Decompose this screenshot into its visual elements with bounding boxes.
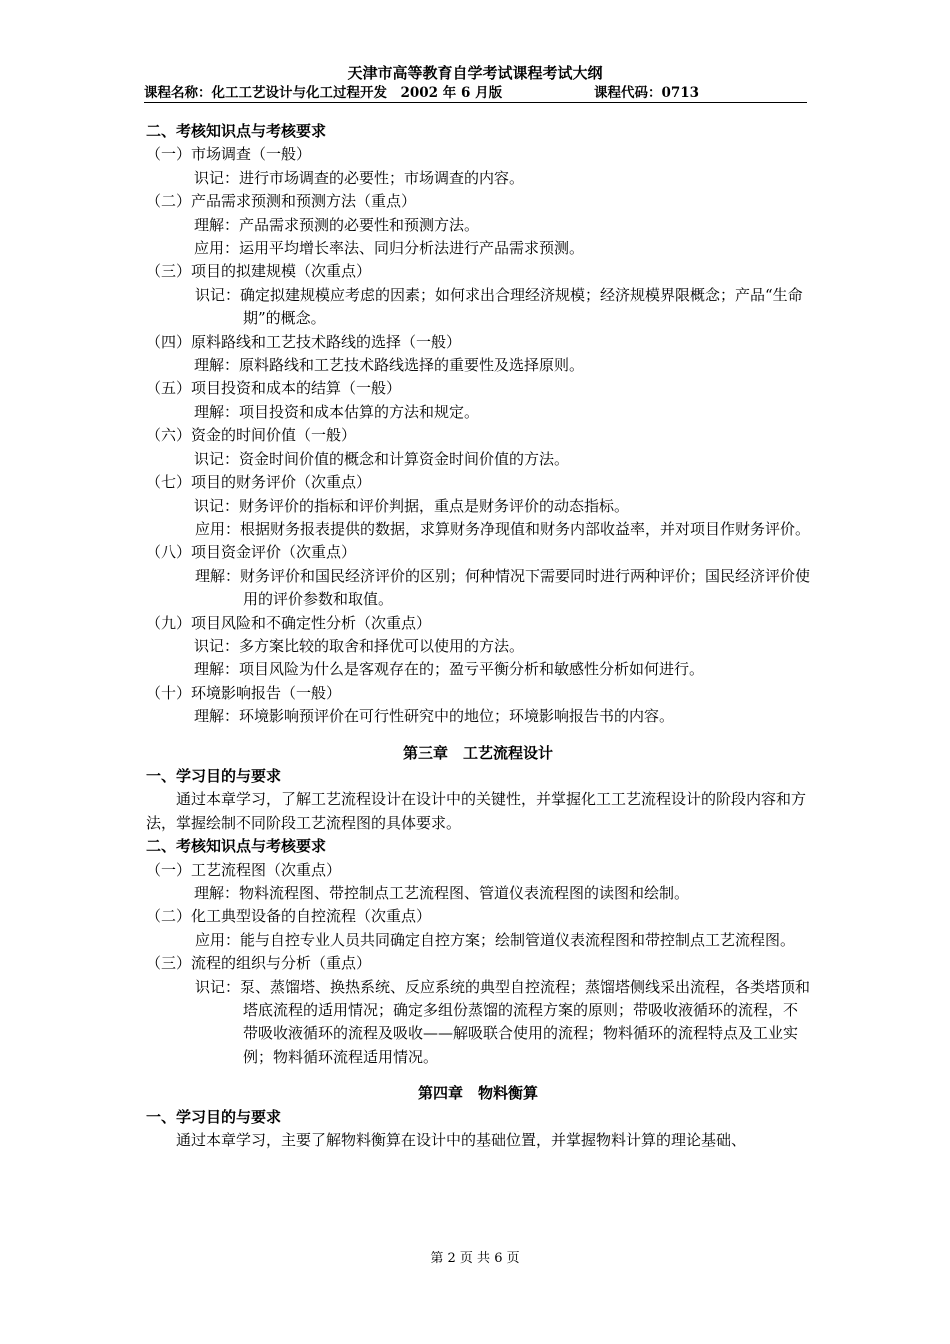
requirement-item: 理解：物料流程图、带控制点工艺流程图、管道仪表流程图的读图和绘制。 xyxy=(194,884,690,902)
topic-item: （八）项目资金评价（次重点） xyxy=(146,543,357,562)
topic-item: （六）资金的时间价值（一般） xyxy=(146,426,357,445)
requirement-item: 理解：原料路线和工艺技术路线选择的重要性及选择原则。 xyxy=(194,356,585,375)
requirement-item: 识记：泵、蒸馏塔、换热系统、反应系统的典型自控流程；蒸馏塔侧线采出流程，各类塔顶和塔底流程的适用情况；确定多组份蒸馏的流程方案的原则；带吸收液循环的流程，不带吸收液循环的流程及吸收——解吸联合使用的流程；物料循环的流程特点及工业实例；物料循环流程适用情况。 xyxy=(195,977,811,1066)
requirement-item: 识记：多方案比较的取舍和择优可以使用的方法。 xyxy=(194,636,525,655)
header-rule xyxy=(144,102,807,103)
course-name: 课程名称：化工工艺设计与化工过程开发 2002 年 6 月版 xyxy=(144,85,503,101)
course-line xyxy=(144,84,804,102)
topic-item: （三）流程的组织与分析（重点） xyxy=(146,954,372,973)
topic-item: （四）原料路线和工艺技术路线的选择（一般） xyxy=(146,332,462,351)
topic-item: （五）项目投资和成本的结算（一般） xyxy=(146,379,402,398)
section-heading: 一、学习目的与要求 xyxy=(146,766,282,785)
topic-item: （二）产品需求预测和预测方法（重点） xyxy=(146,192,417,211)
requirement-item: 理解：环境影响预评价在可行性研究中的地位；环境影响报告书的内容。 xyxy=(194,707,675,726)
section-heading: 一、学习目的与要求 xyxy=(146,1107,282,1126)
topic-item: （一）市场调查（一般） xyxy=(146,145,312,164)
document-title: 天津市高等教育自学考试课程考试大纲 xyxy=(347,64,603,82)
topic-item: （十）环境影响报告（一般） xyxy=(146,683,342,702)
requirement-item: 理解：产品需求预测的必要性和预测方法。 xyxy=(194,215,480,234)
page-footer: 第 2 页 共 6 页 xyxy=(430,1251,520,1266)
paragraph: 通过本章学习，主要了解物料衡算在设计中的基础位置，并掌握物料计算的理论基础、 xyxy=(176,1131,747,1150)
topic-item: （三）项目的拟建规模（次重点） xyxy=(146,262,372,281)
chapter-title: 第四章 物料衡算 xyxy=(417,1084,538,1103)
requirement-item: 理解：财务评价和国民经济评价的区别；何种情况下需要同时进行两种评价；国民经济评价使用的评价参数和取值。 xyxy=(195,566,811,609)
requirement-item: 理解：项目风险为什么是客观存在的；盈亏平衡分析和敏感性分析如何进行。 xyxy=(194,660,705,679)
course-code: 课程代码：0713 xyxy=(594,85,700,101)
requirement-item: 识记：确定拟建规模应考虑的因素；如何求出合理经济规模；经济规模界限概念；产品“生命期”的概念。 xyxy=(195,285,803,328)
requirement-item: 识记：财务评价的指标和评价判据，重点是财务评价的动态指标。 xyxy=(194,496,630,515)
topic-item: （一）工艺流程图（次重点） xyxy=(146,860,342,879)
requirement-item: 理解：项目投资和成本估算的方法和规定。 xyxy=(194,402,480,421)
requirement-item: 识记：进行市场调查的必要性；市场调查的内容。 xyxy=(194,168,525,187)
section-heading: 二、考核知识点与考核要求 xyxy=(146,837,327,856)
requirement-item: 识记：资金时间价值的概念和计算资金时间价值的方法。 xyxy=(194,449,570,468)
requirement-item: 应用：能与自控专业人员共同确定自控方案；绘制管道仪表流程图和带控制点工艺流程图。 xyxy=(195,930,796,949)
topic-item: （九）项目风险和不确定性分析（次重点） xyxy=(146,613,432,632)
requirement-item: 应用：运用平均增长率法、同归分析法进行产品需求预测。 xyxy=(194,239,585,258)
document-body xyxy=(146,120,810,1152)
topic-item: （七）项目的财务评价（次重点） xyxy=(146,473,372,492)
section-heading: 二、考核知识点与考核要求 xyxy=(146,122,327,140)
topic-item: （二）化工典型设备的自控流程（次重点） xyxy=(146,907,432,926)
paragraph: 通过本章学习，了解工艺流程设计在设计中的关键性，并掌握化工工艺流程设计的阶段内容和方法，掌握绘制不同阶段工艺流程图的具体要求。 xyxy=(146,790,807,832)
requirement-item: 应用：根据财务报表提供的数据，求算财务净现值和财务内部收益率，并对项目作财务评价。 xyxy=(195,519,811,538)
chapter-title: 第三章 工艺流程设计 xyxy=(402,743,553,762)
